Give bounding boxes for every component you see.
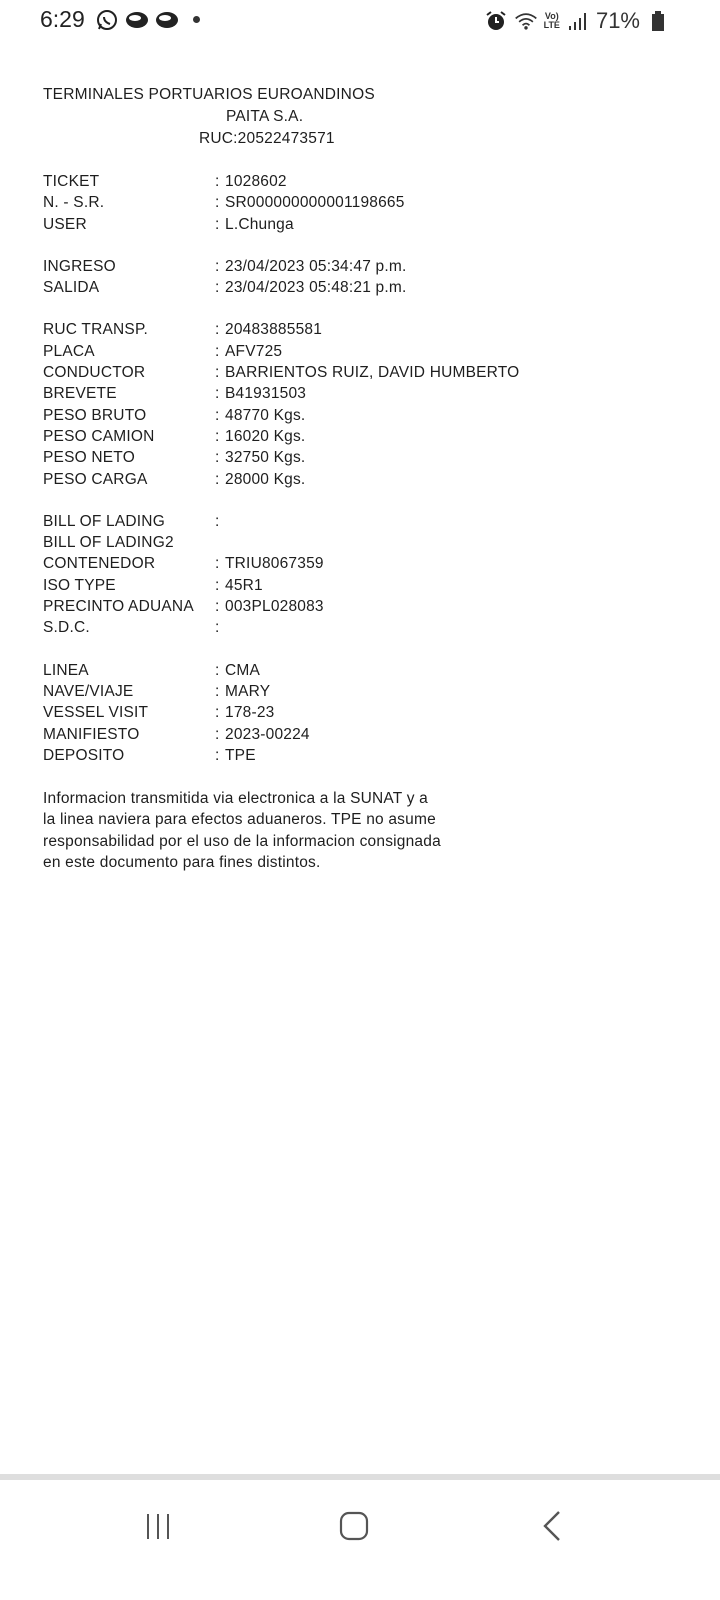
wifi-icon [514,9,538,33]
field-value: 23/04/2023 05:34:47 p.m. [225,257,407,275]
field-separator: : [215,661,220,679]
navigation-bar [0,1480,720,1600]
field-value: 48770 Kgs. [225,406,306,424]
receipt-field-row [43,341,663,362]
receipt-field-row [43,596,663,617]
receipt-field-row [43,511,663,532]
field-separator: : [215,470,220,488]
field-separator: : [215,598,220,616]
field-value: AFV725 [225,342,283,360]
field-separator: : [215,682,220,700]
field-separator: : [215,406,220,424]
field-value: 45R1 [225,576,263,594]
cloud-app-icon [125,8,149,32]
field-separator: : [215,576,220,594]
field-value: 32750 Kgs. [225,449,306,467]
receipt-field-row [43,553,663,574]
field-separator: : [215,342,220,360]
field-separator: : [215,321,220,339]
signal-icon [566,9,590,33]
field-label: CONDUCTOR [43,364,146,382]
whatsapp-icon [95,8,119,32]
field-separator: : [215,619,220,637]
status-bar [0,0,720,46]
alarm-icon [484,9,508,33]
field-label: RUC TRANSP. [43,321,148,339]
clock: 6:29 [40,6,85,32]
field-label: LINEA [43,661,89,679]
field-value: 16020 Kgs. [225,427,306,445]
field-separator: : [215,746,220,764]
field-separator: : [215,704,220,722]
receipt-field-row [43,702,663,723]
field-value: 28000 Kgs. [225,470,306,488]
receipt-sections [43,171,663,766]
field-label: PRECINTO ADUANA [43,598,194,616]
receipt-field-row [43,724,663,745]
volte-icon: Vo) LTE [543,11,560,30]
field-separator: : [215,257,220,275]
home-button[interactable] [314,1506,394,1546]
field-label: DEPOSITO [43,746,125,764]
status-left [40,6,200,33]
field-value: BARRIENTOS RUIZ, DAVID HUMBERTO [225,364,520,382]
receipt-field-row [43,192,663,213]
field-separator: : [215,173,220,190]
field-value: 23/04/2023 05:48:21 p.m. [225,279,407,297]
field-label: INGRESO [43,257,116,275]
cloud-app-icon [155,8,179,32]
field-separator: : [215,555,220,573]
field-label: CONTENEDOR [43,555,156,573]
home-icon [338,1510,370,1542]
field-separator: : [215,215,220,233]
receipt-field-row [43,681,663,702]
disclaimer-line: responsabilidad por el uso de la informacion consignada [43,832,441,850]
disclaimer-line: Informacion transmitida via electronica a la SUNAT y a [43,790,428,808]
field-label: MANIFIESTO [43,725,140,743]
receipt-field-row [43,426,663,447]
battery-percent: 71% [595,8,640,33]
field-label: NAVE/VIAJE [43,682,134,700]
field-value: TRIU8067359 [225,555,324,573]
field-separator: : [215,427,220,445]
field-separator: : [215,194,220,212]
receipt-field-row [43,575,663,596]
field-label: S.D.C. [43,619,90,637]
company-name: TERMINALES PORTUARIOS EUROANDINOS [43,86,375,103]
field-label: PLACA [43,342,95,360]
field-label: TICKET [43,173,100,190]
recent-apps-button[interactable] [118,1506,198,1546]
receipt-document [43,84,663,873]
more-notifications-dot [193,16,200,23]
receipt-field-row [43,171,663,192]
company-branch: PAITA S.A. [226,108,304,125]
receipt-field-row [43,745,663,766]
receipt-field-row [43,469,663,490]
status-right [484,8,670,34]
field-label: BREVETE [43,385,117,403]
field-label: PESO BRUTO [43,406,147,424]
field-value: B41931503 [225,385,307,403]
receipt-field-row [43,405,663,426]
receipt-section [43,319,663,489]
field-value: 20483885581 [225,321,323,339]
field-separator: : [215,385,220,403]
field-separator [215,532,225,553]
field-value: L.Chunga [225,215,294,233]
field-label: BILL OF LADING2 [43,534,174,552]
back-button[interactable] [512,1506,592,1546]
field-value: CMA [225,661,261,679]
field-value: 2023-00224 [225,725,310,743]
field-label: ISO TYPE [43,576,116,594]
field-separator: : [215,364,220,382]
field-label: PESO CARGA [43,470,148,488]
field-label: PESO NETO [43,449,135,467]
field-value: SR000000000001198665 [225,194,405,212]
company-ruc: RUC:20522473571 [199,130,335,147]
field-separator: : [215,279,220,297]
receipt-section [43,660,663,766]
receipt-field-row [43,660,663,681]
receipt-section [43,171,663,235]
disclaimer-line: la linea naviera para efectos aduaneros. TPE no asume [43,811,436,829]
field-separator: : [215,512,220,530]
back-icon [537,1510,567,1542]
disclaimer-line: en este documento para fines distintos. [43,854,321,872]
field-label: SALIDA [43,279,100,297]
receipt-field-row [43,256,663,277]
field-value: 178-23 [225,704,275,722]
field-label: PESO CAMION [43,427,155,445]
battery-icon [646,9,670,33]
field-label: BILL OF LADING [43,512,165,530]
recent-apps-icon [143,1511,173,1541]
receipt-field-row [43,319,663,340]
receipt-field-row [43,383,663,404]
disclaimer-text [43,788,503,873]
receipt-field-row [43,617,663,638]
field-label: USER [43,215,87,233]
receipt-field-row [43,362,663,383]
receipt-field-row [43,447,663,468]
field-separator: : [215,725,220,743]
receipt-section [43,256,663,299]
receipt-field-row [43,532,663,553]
field-value: MARY [225,682,271,700]
receipt-section [43,511,663,639]
field-label: N. - S.R. [43,194,105,212]
receipt-field-row [43,214,663,235]
field-value: 003PL028083 [225,598,324,616]
receipt-field-row [43,277,663,298]
field-value: 1028602 [225,173,287,190]
field-value: TPE [225,746,256,764]
field-label: VESSEL VISIT [43,704,149,722]
field-separator: : [215,449,220,467]
